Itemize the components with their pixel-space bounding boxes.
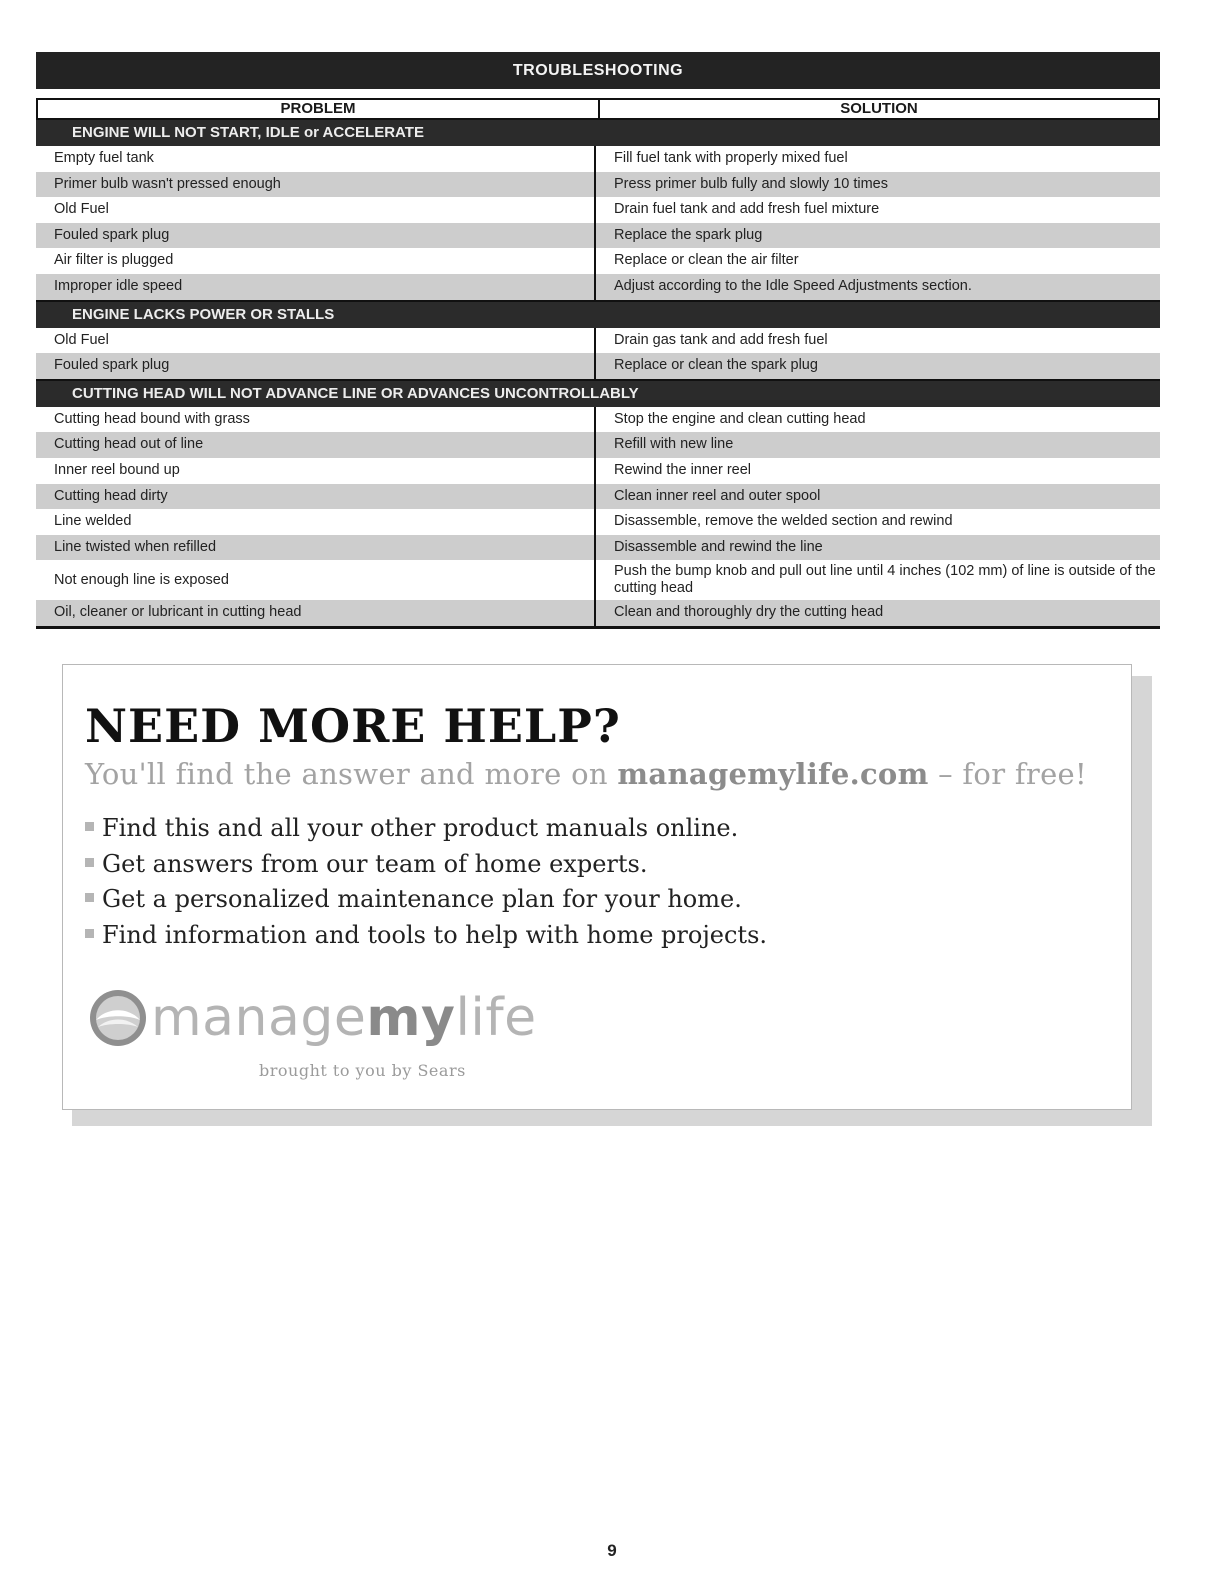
problem-cell: Line twisted when refilled <box>36 535 596 561</box>
table-row <box>36 560 1160 600</box>
logo-text-manage: manage <box>151 988 367 1048</box>
bullet-square-icon <box>85 929 94 938</box>
tagline-text: You'll find the answer and more on <box>85 757 618 791</box>
solution-cell: Clean inner reel and outer spool <box>614 487 821 504</box>
table-row <box>36 353 1160 381</box>
solution-cell: Stop the engine and clean cutting head <box>614 410 866 427</box>
solution-cell: Push the bump knob and pull out line until 4 inches (102 mm) of line is outside of the cutting head <box>614 563 1156 597</box>
problem-cell: Cutting head out of line <box>36 432 596 458</box>
tagline-end-text: – for free! <box>928 757 1087 791</box>
logo-wordmark <box>151 988 537 1048</box>
bullet-text: Get answers from our team of home experts. <box>102 849 648 878</box>
bullet-square-icon <box>85 822 94 831</box>
problem-cell: Primer bulb wasn't pressed enough <box>36 172 596 198</box>
table-row <box>36 432 1160 458</box>
solution-cell: Refill with new line <box>614 436 734 453</box>
solution-cell: Fill fuel tank with properly mixed fuel <box>614 150 848 166</box>
table-row <box>36 458 1160 484</box>
solution-cell: Replace or clean the spark plug <box>614 357 818 374</box>
column-headers <box>36 98 1160 120</box>
problem-cell: Inner reel bound up <box>36 458 596 484</box>
solution-cell: Disassemble, remove the welded section and rewind <box>614 513 953 530</box>
problem-cell: Old Fuel <box>36 328 596 354</box>
table-row <box>36 484 1160 510</box>
problem-cell: Fouled spark plug <box>36 353 596 379</box>
solution-cell: Clean and thoroughly dry the cutting head <box>614 604 884 621</box>
managemylife-logo <box>89 985 537 1051</box>
bullet-square-icon <box>85 893 94 902</box>
bullet-square-icon <box>85 858 94 867</box>
help-headline: NEED MORE HELP? <box>85 699 621 753</box>
help-box-shadow <box>1132 676 1152 1122</box>
page-number: 9 <box>607 1541 617 1560</box>
list-item <box>85 882 767 918</box>
list-item <box>85 847 767 883</box>
logo-text-my: my <box>366 988 456 1048</box>
bullet-text: Get a personalized maintenance plan for your home. <box>102 885 742 913</box>
problem-cell: Oil, cleaner or lubricant in cutting head <box>36 600 596 626</box>
list-item <box>85 811 767 847</box>
bullet-text: Find information and tools to help with home projects. <box>102 920 768 949</box>
table-row <box>36 146 1160 172</box>
troubleshooting-sections <box>36 120 1160 629</box>
bullet-text: Find this and all your other product manuals online. <box>102 814 739 842</box>
solution-cell: Replace or clean the air filter <box>614 252 799 269</box>
problem-cell: Air filter is plugged <box>36 248 596 274</box>
problem-cell: Empty fuel tank <box>36 146 596 172</box>
solution-cell: Drain gas tank and add fresh fuel <box>614 331 828 348</box>
problem-cell: Not enough line is exposed <box>36 560 596 600</box>
troubleshooting-table <box>36 52 1160 629</box>
help-bullet-list <box>85 811 767 953</box>
table-row <box>36 248 1160 274</box>
solution-cell: Disassemble and rewind the line <box>614 538 823 555</box>
table-row <box>36 328 1160 354</box>
problem-header: PROBLEM <box>38 100 600 118</box>
problem-cell: Cutting head bound with grass <box>36 407 596 433</box>
solution-cell: Press primer bulb fully and slowly 10 times <box>614 175 888 192</box>
table-row <box>36 172 1160 198</box>
section-heading: ENGINE WILL NOT START, IDLE or ACCELERATE <box>36 120 1160 146</box>
tagline-site-link[interactable]: managemylife.com <box>617 757 929 791</box>
table-row <box>36 407 1160 433</box>
solution-cell: Replace the spark plug <box>614 226 763 243</box>
section-heading: ENGINE LACKS POWER OR STALLS <box>36 302 1160 328</box>
section-heading: CUTTING HEAD WILL NOT ADVANCE LINE OR ADVANCES UNCONTROLLABLY <box>36 381 1160 407</box>
problem-cell: Line welded <box>36 509 596 535</box>
table-row <box>36 535 1160 561</box>
table-row <box>36 223 1160 249</box>
sears-byline: brought to you by Sears <box>259 1061 466 1080</box>
solution-cell: Rewind the inner reel <box>614 461 752 478</box>
help-box-shadow <box>72 1110 1152 1126</box>
solution-header: SOLUTION <box>840 100 918 117</box>
help-tagline <box>85 757 1087 791</box>
table-row <box>36 600 1160 629</box>
table-row <box>36 509 1160 535</box>
logo-swirl-icon <box>89 989 147 1047</box>
table-row <box>36 197 1160 223</box>
problem-cell: Improper idle speed <box>36 274 596 300</box>
solution-cell: Adjust according to the Idle Speed Adjustments section. <box>614 277 972 294</box>
logo-text-life: life <box>455 988 537 1048</box>
solution-cell: Drain fuel tank and add fresh fuel mixture <box>614 201 880 218</box>
table-row <box>36 274 1160 302</box>
list-item <box>85 918 767 954</box>
problem-cell: Fouled spark plug <box>36 223 596 249</box>
problem-cell: Cutting head dirty <box>36 484 596 510</box>
need-more-help-box <box>62 664 1132 1110</box>
troubleshooting-title: TROUBLESHOOTING <box>36 52 1160 89</box>
problem-cell: Old Fuel <box>36 197 596 223</box>
